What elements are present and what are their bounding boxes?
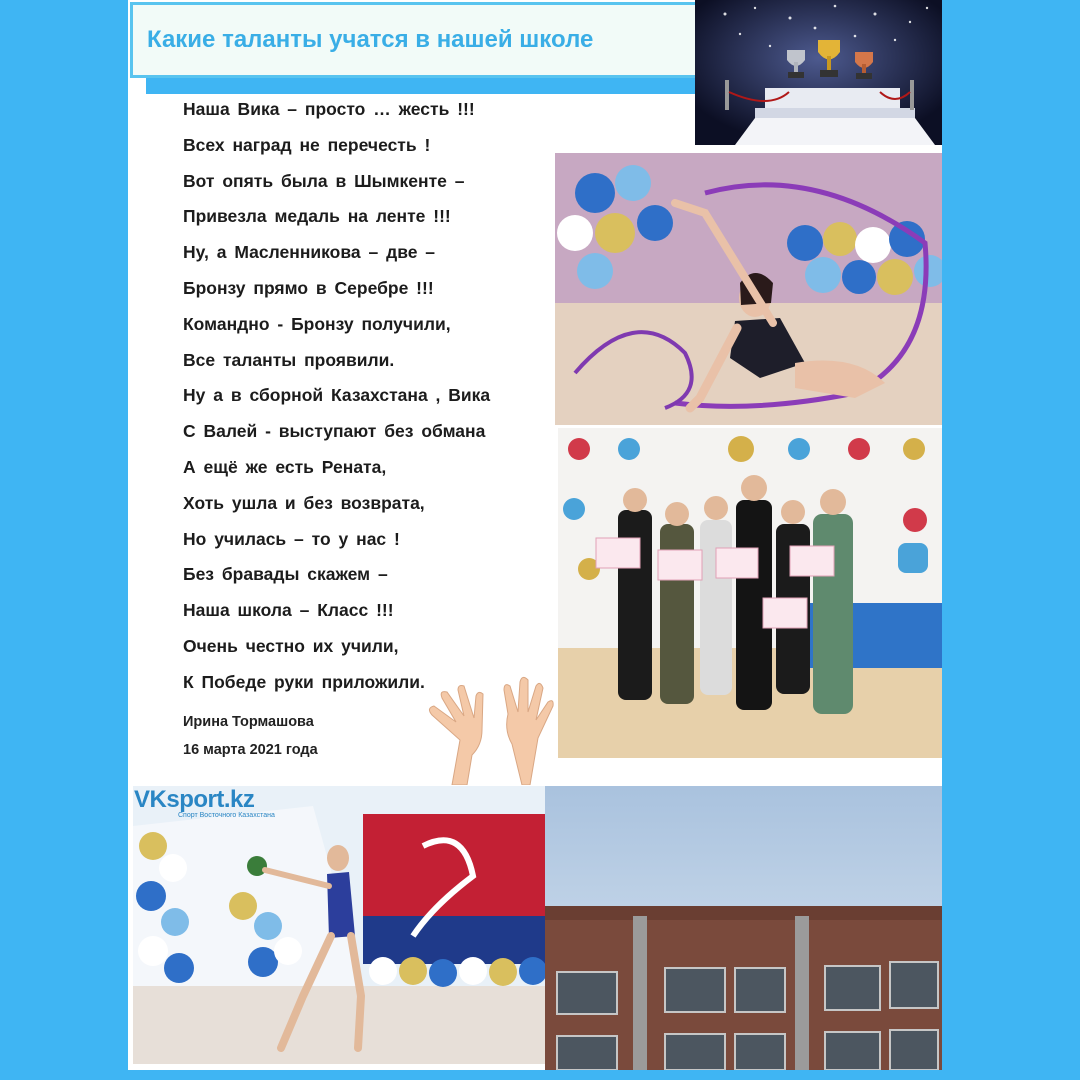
poem-line: К Победе руки приложили. [183,671,425,692]
poem-line: Без бравады скажем – [183,564,388,585]
poem-signature [183,708,318,764]
poem-line: Очень честно их учили, [183,635,399,656]
poem-line: Вот опять была в Шымкенте – [183,170,465,191]
poem [183,92,563,701]
poem-line: Ну, а Масленникова – две – [183,242,436,263]
clapping-hands-image [412,660,562,785]
poem-line: Бронзу прямо в Серебре !!! [183,277,434,298]
poem-line: Но училась – то у нас ! [183,528,400,549]
vksport-logo-subtitle: Спорт Восточного Казахстана [178,812,275,819]
poem-line: Наша школа – Класс !!! [183,600,394,621]
poem-line: Все таланты проявили. [183,349,395,370]
vksport-logo-text: VKsport.kz [134,786,255,813]
poem-line: Привезла медаль на ленте !!! [183,206,451,227]
banner-title: Какие таланты учатся в нашей школе [147,26,594,53]
gymnast-ball-photo [133,786,545,1064]
poem-date: 16 марта 2021 года [183,742,318,758]
poem-line: С Валей - выступают без обмана [183,421,486,442]
poem-line: Всех наград не перечесть ! [183,134,431,155]
poem-line: Хоть ушла и без возврата, [183,492,425,513]
team-certificates-photo [558,428,942,758]
author-name: Ирина Тормашова [183,714,314,730]
poem-line: Командно - Бронзу получили, [183,313,451,334]
title-banner [130,2,705,78]
poem-line: Наша Вика – просто … жесть !!! [183,99,475,119]
school-building-photo [545,786,942,1070]
trophy-stage-image [695,0,942,145]
poem-line: Ну а в сборной Казахстана , Вика [183,385,491,406]
poem-line: А ещё же есть Рената, [183,456,387,477]
gymnast-ribbon-photo [555,153,942,425]
